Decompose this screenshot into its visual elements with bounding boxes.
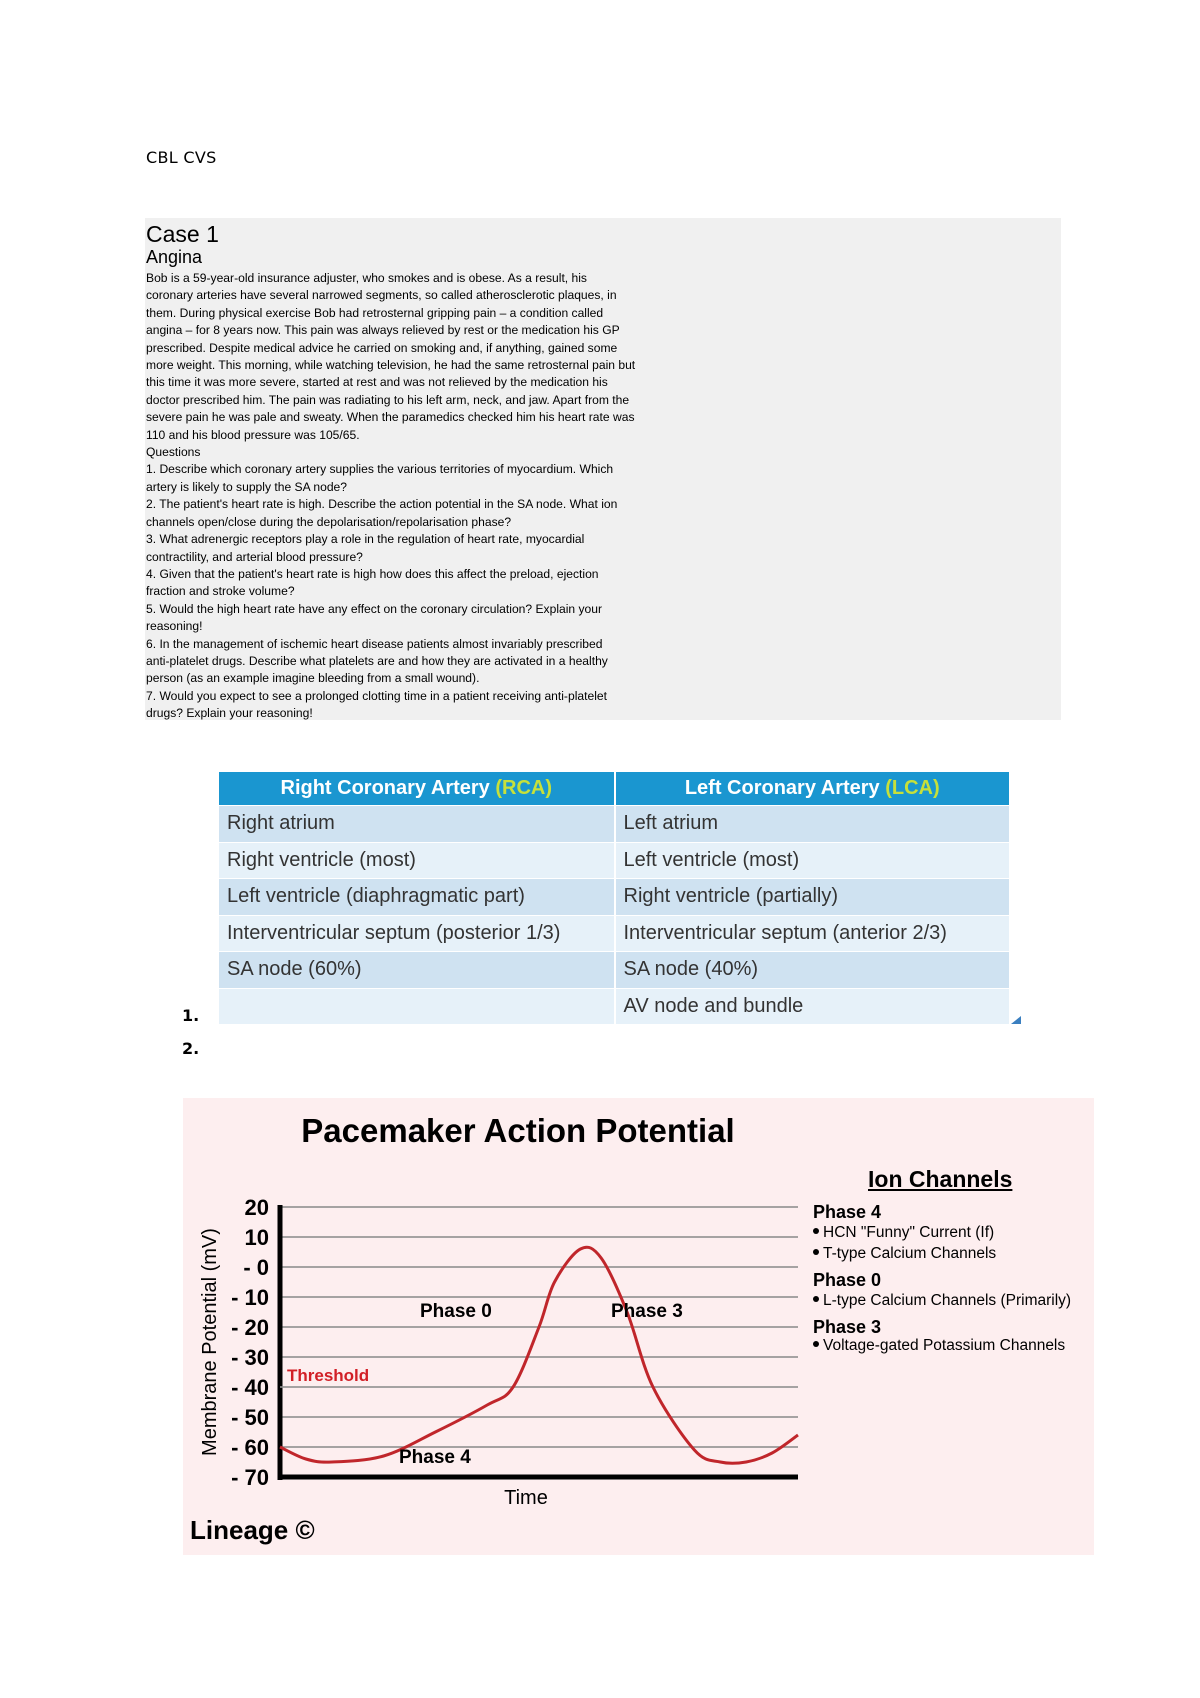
case-text-line: 3. What adrenergic receptors play a role in the regulation of heart rate, myocardial [146, 532, 585, 547]
table-row [219, 915, 1010, 952]
case-text-line: Bob is a 59-year-old insurance adjuster, who smokes and is obese. As a result, his [146, 271, 587, 285]
ion-channel-text: T-type Calcium Channels [823, 1245, 997, 1262]
header-name: Left Coronary Artery [684, 777, 886, 799]
case-subtitle: Angina [146, 247, 203, 267]
case-text-line: prescribed. Despite medical advice he carried on smoking and, if anything, gained some [146, 340, 618, 355]
case-text-line: artery is likely to supply the SA node? [146, 479, 347, 494]
table-cell: Right ventricle (partially) [615, 879, 1011, 916]
threshold-label: Threshold [287, 1366, 370, 1385]
action-potential-curve [280, 1247, 798, 1463]
case-text-line: Questions [146, 445, 201, 460]
case-text-line: anti-platelet drugs. Describe what platelets are and how they are activated in a healthy [146, 653, 608, 668]
table-header-rca [219, 772, 615, 806]
y-tick-label: 10 [244, 1225, 269, 1250]
case-text-line: channels open/close during the depolarisation/repolarisation phase? [146, 514, 512, 529]
phase-label: Phase 4 [399, 1447, 471, 1468]
table-row [219, 952, 1010, 989]
table-cell: Left ventricle (most) [615, 842, 1011, 879]
ion-channels-title: Ion Channels [868, 1166, 1013, 1192]
case-text-line: 7. Would you expect to see a prolonged clotting time in a patient receiving anti-platelet [146, 688, 607, 703]
y-tick-label: - 40 [231, 1375, 269, 1400]
table-cell: Interventricular septum (anterior 2/3) [615, 915, 1011, 952]
list-number: 1. [182, 1006, 200, 1025]
table-cell: SA node (60%) [219, 952, 615, 989]
table-row [219, 879, 1010, 916]
bullet-icon [813, 1341, 819, 1347]
table-row [219, 842, 1010, 879]
ion-phase-label: Phase 3 [813, 1317, 882, 1337]
case-text-line: more weight. This morning, while watching television, he had the same retrosternal pain but [146, 358, 636, 373]
table-row [219, 988, 1010, 1024]
case-text-line: 110 and his blood pressure was 105/65. [146, 427, 360, 442]
table-cell: Left atrium [615, 806, 1011, 843]
ion-phase-label: Phase 4 [813, 1202, 882, 1222]
case-text [146, 270, 786, 723]
header-abbr: (RCA) [495, 777, 552, 799]
case-text-line: them. During physical exercise Bob had retrosternal gripping pain – a condition called [146, 305, 604, 320]
case-text-line: 4. Given that the patient's heart rate is high how does this affect the preload, ejection [146, 566, 599, 581]
y-tick-label: 20 [244, 1195, 269, 1220]
y-tick-label: - 30 [231, 1345, 269, 1370]
y-tick-label: - 10 [231, 1285, 269, 1310]
case-panel [145, 218, 1061, 720]
ion-channel-item [813, 1245, 996, 1263]
table-cell: AV node and bundle [615, 988, 1011, 1024]
figure-credit: Lineage © [190, 1515, 315, 1545]
ion-channel-item [813, 1292, 1071, 1310]
ion-channel-item [813, 1224, 994, 1242]
case-title: Case 1 [146, 221, 219, 247]
case-text-line: 2. The patient's heart rate is high. Describe the action potential in the SA node. What ion [146, 497, 618, 512]
ion-channel-text: HCN "Funny" Current (If) [823, 1224, 995, 1241]
case-text-line: 5. Would the high heart rate have any effect on the coronary circulation? Explain your [146, 601, 603, 616]
table-cell [219, 988, 615, 1024]
bullet-icon [813, 1228, 819, 1234]
header-name: Right Coronary Artery [280, 777, 496, 799]
case-text-line: fraction and stroke volume? [146, 584, 295, 599]
ion-channel-text: L-type Calcium Channels (Primarily) [823, 1292, 1072, 1309]
y-tick-label: - 70 [231, 1465, 269, 1490]
case-text-line: person (as an example imagine bleeding from a small wound). [146, 671, 480, 686]
case-text-line: doctor prescribed him. The pain was radiating to his left arm, neck, and jaw. Apart from the [146, 392, 630, 407]
phase-label: Phase 3 [611, 1301, 683, 1322]
case-text-line: reasoning! [146, 619, 203, 634]
case-text-line: 1. Describe which coronary artery supplies the various territories of myocardium. Which [146, 462, 614, 477]
y-tick-label: - 60 [231, 1435, 269, 1460]
table-resize-handle[interactable] [1011, 1016, 1021, 1024]
x-axis-label: Time [504, 1487, 548, 1509]
case-text-line: angina – for 8 years now. This pain was always relieved by rest or the medication his GP [146, 323, 620, 338]
table-cell: Right ventricle (most) [219, 842, 615, 879]
case-text-line: coronary arteries have several narrowed segments, so called atherosclerotic plaques, in [146, 288, 617, 303]
chart-title: Pacemaker Action Potential [301, 1112, 735, 1149]
bullet-icon [813, 1249, 819, 1255]
list-number: 2. [182, 1039, 200, 1058]
table-cell: Interventricular septum (posterior 1/3) [219, 915, 615, 952]
ion-channel-item [813, 1337, 1065, 1355]
case-text-line: contractility, and arterial blood pressure? [146, 549, 363, 564]
ion-channel-text: Voltage-gated Potassium Channels [823, 1337, 1066, 1354]
table-header-lca [615, 772, 1011, 806]
header-abbr: (LCA) [885, 777, 940, 799]
ion-phase-label: Phase 0 [813, 1270, 882, 1290]
bullet-icon [813, 1296, 819, 1302]
case-text-line: drugs? Explain your reasoning! [146, 706, 313, 721]
table-cell: Left ventricle (diaphragmatic part) [219, 879, 615, 916]
y-axis-label: Membrane Potential (mV) [199, 1228, 221, 1456]
y-tick-label: - 20 [231, 1315, 269, 1340]
document-title: CBL CVS [146, 148, 217, 167]
y-tick-label: - 50 [231, 1405, 269, 1430]
case-text-line: this time it was more severe, started at rest and was not relieved by the medication his [146, 375, 608, 390]
table-cell: Right atrium [219, 806, 615, 843]
phase-label: Phase 0 [420, 1301, 492, 1322]
case-text-line: 6. In the management of ischemic heart disease patients almost invariably prescribed [146, 636, 603, 651]
table-cell: SA node (40%) [615, 952, 1011, 989]
table-row [219, 806, 1010, 843]
case-text-line: severe pain he was pale and sweaty. When the paramedics checked him his heart rate was [146, 410, 635, 425]
coronary-artery-table [219, 772, 1011, 1024]
y-tick-label: - 0 [243, 1255, 269, 1280]
